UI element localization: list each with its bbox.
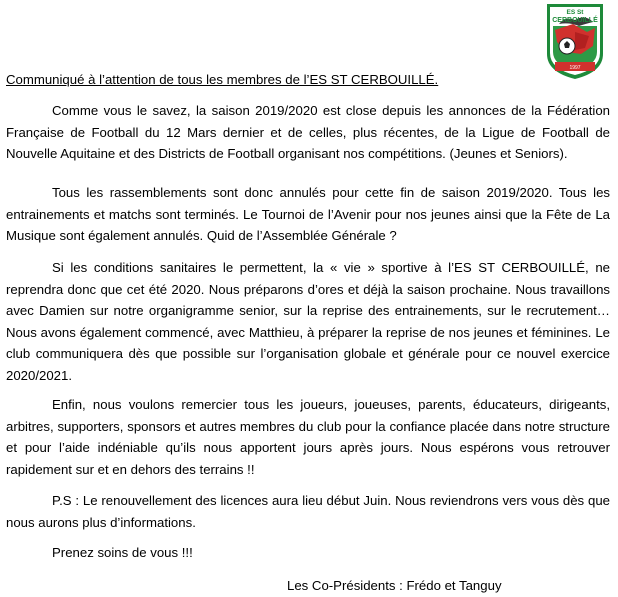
paragraph-2-text: Tous les rassemblements sont donc annulés pour cette fin de saison 2019/2020. Tous les entrainements et matchs sont terminés. Le Tournoi de l’Avenir pour nos jeunes ainsi que la Fête de La Musique sont également annulés. Quid de l’Assemblée Générale ? <box>6 185 610 243</box>
crest-club-text: ES St <box>566 9 584 16</box>
signature: Les Co-Présidents : Frédo et Tanguy <box>287 578 502 593</box>
crest-shield-icon <box>545 2 605 80</box>
paragraph-3-text: Si les conditions sanitaires le permettent, la « vie » sportive à l’ES ST CERBOUILLÉ, ne reprendra donc que cet été 2020. Nous préparons d’ores et déjà la saison prochaine. Nous travaillons avec Damien sur notre organigramme senior, sur la reprise des entrainements, sur le recrutement… Nous avons également commencé, avec Matthieu, à préparer la reprise de nos jeunes et féminines. Le club communiquera dès que possible sur l’organisation globale et générale pour ce nouvel exercice 2020/2021. <box>6 260 610 383</box>
paragraph-2 <box>6 182 610 247</box>
paragraph-3 <box>6 257 610 386</box>
paragraph-1-text: Comme vous le savez, la saison 2019/2020 est close depuis les annonces de la Fédération Française de Football du 12 Mars dernier et de celles, plus récentes, de la Ligue de Football de Nouvelle Aquitaine et des Districts de Football organisant nos compétitions. (Jeunes et Seniors). <box>6 103 610 161</box>
document-title: Communiqué à l’attention de tous les membres de l’ES ST CERBOUILLÉ. <box>6 72 439 87</box>
paragraph-4-text: Enfin, nous voulons remercier tous les joueurs, joueuses, parents, éducateurs, dirigeants, arbitres, supporters, sponsors et autres membres du club pour la confiance placée dans notre structure et pour l’aide indéniable qu’ils nous apportent jours après jours. Nous espérons vous retrouver rapidement sur et en dehors des terrains !! <box>6 397 610 477</box>
paragraph-4 <box>6 394 610 480</box>
paragraph-ps <box>6 490 610 533</box>
paragraph-1 <box>6 100 610 165</box>
paragraph-ps-text: P.S : Le renouvellement des licences aura lieu début Juin. Nous reviendrons vers vous dès que nous aurons plus d’informations. <box>6 493 610 530</box>
crest-club-name: CERBOUILLÉ <box>552 17 598 24</box>
crest-year: 1997 <box>569 65 581 71</box>
club-crest-logo <box>545 2 605 80</box>
closing-line: Prenez soins de vous !!! <box>52 545 193 560</box>
